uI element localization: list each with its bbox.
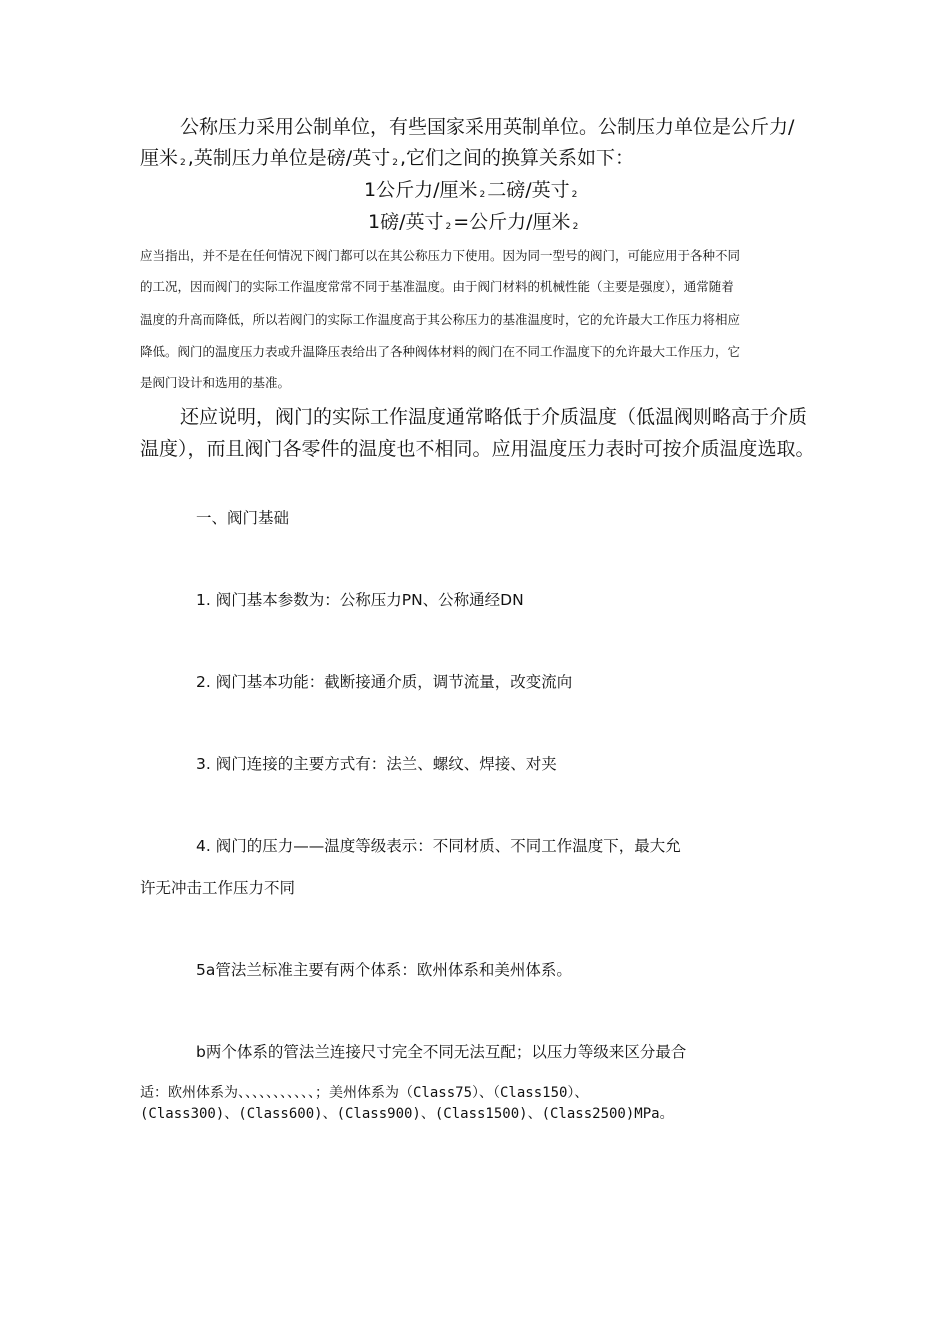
text-fragment: ,英制压力单位是磅/英寸	[187, 147, 391, 169]
list-item-continuation: 适：欧州体系为、、、、、、、、、、、；美州体系为（Class75）、（Class150）、	[140, 1085, 589, 1101]
list-item-continuation: (Class300)、(Class600)、(Class900)、(Class1500)、(Class2500)MPa。	[140, 1106, 674, 1122]
superscript: 2	[479, 190, 486, 200]
paragraph-2-line: 的工况，因而阀门的实际工作温度常常不同于基准温度。由于阀门材料的机械性能（主要是强度），通常随着	[140, 279, 734, 294]
paragraph-2-line: 是阀门设计和选用的基准。	[140, 375, 291, 390]
text-fragment: 1磅/英寸	[368, 211, 444, 233]
text-fragment: =公斤力/厘米	[453, 211, 571, 233]
paragraph-2-line: 降低。阀门的温度压力表或升温降压表给出了各种阀体材料的阀门在不同工作温度下的允许最大工作压力，它	[140, 344, 741, 359]
paragraph-2-line: 应当指出，并不是在任何情况下阀门都可以在其公称压力下使用。因为同一型号的阀门，可能应用于各种不同	[140, 248, 741, 263]
list-item: 1. 阀门基本参数为：公称压力PN、公称通经DN	[196, 591, 524, 609]
text-fragment: 二磅/英寸	[487, 179, 570, 201]
conversion-formula-1	[364, 175, 579, 202]
text-fragment: ,它们之间的换算关系如下：	[399, 147, 634, 169]
list-item: b两个体系的管法兰连接尺寸完全不同无法互配；以压力等级来区分最合	[196, 1043, 687, 1061]
superscript: 2	[571, 190, 578, 200]
list-item: 4. 阀门的压力——温度等级表示：不同材质、不同工作温度下，最大允	[196, 837, 681, 855]
list-item: 3. 阀门连接的主要方式有：法兰、螺纹、焊接、对夹	[196, 755, 557, 773]
superscript: 2	[180, 158, 186, 168]
list-item: 2. 阀门基本功能：截断接通介质，调节流量，改变流向	[196, 673, 573, 691]
text-fragment: 1公斤力/厘米	[364, 179, 478, 201]
paragraph-1-line-2	[140, 143, 634, 170]
section-heading: 一、阀门基础	[196, 509, 290, 527]
superscript: 2	[445, 222, 452, 232]
list-item-continuation: 许无冲击工作压力不同	[140, 879, 296, 897]
superscript: 2	[392, 158, 398, 168]
paragraph-1-line-1: 公称压力采用公制单位，有些国家采用英制单位。公制压力单位是公斤力/	[180, 116, 795, 138]
paragraph-2-line: 温度的升高而降低，所以若阀门的实际工作温度高于其公称压力的基准温度时，它的允许最大工作压力将相应	[140, 312, 741, 327]
conversion-formula-2	[368, 207, 580, 234]
paragraph-3-line: 还应说明，阀门的实际工作温度通常略低于介质温度（低温阀则略高于介质	[180, 406, 808, 428]
superscript: 2	[572, 222, 579, 232]
list-item: 5a管法兰标准主要有两个体系：欧州体系和美州体系。	[196, 961, 572, 979]
paragraph-3-line: 温度），而且阀门各零件的温度也不相同。应用温度压力表时可按介质温度选取。	[140, 438, 815, 460]
text-fragment: 厘米	[140, 147, 179, 169]
